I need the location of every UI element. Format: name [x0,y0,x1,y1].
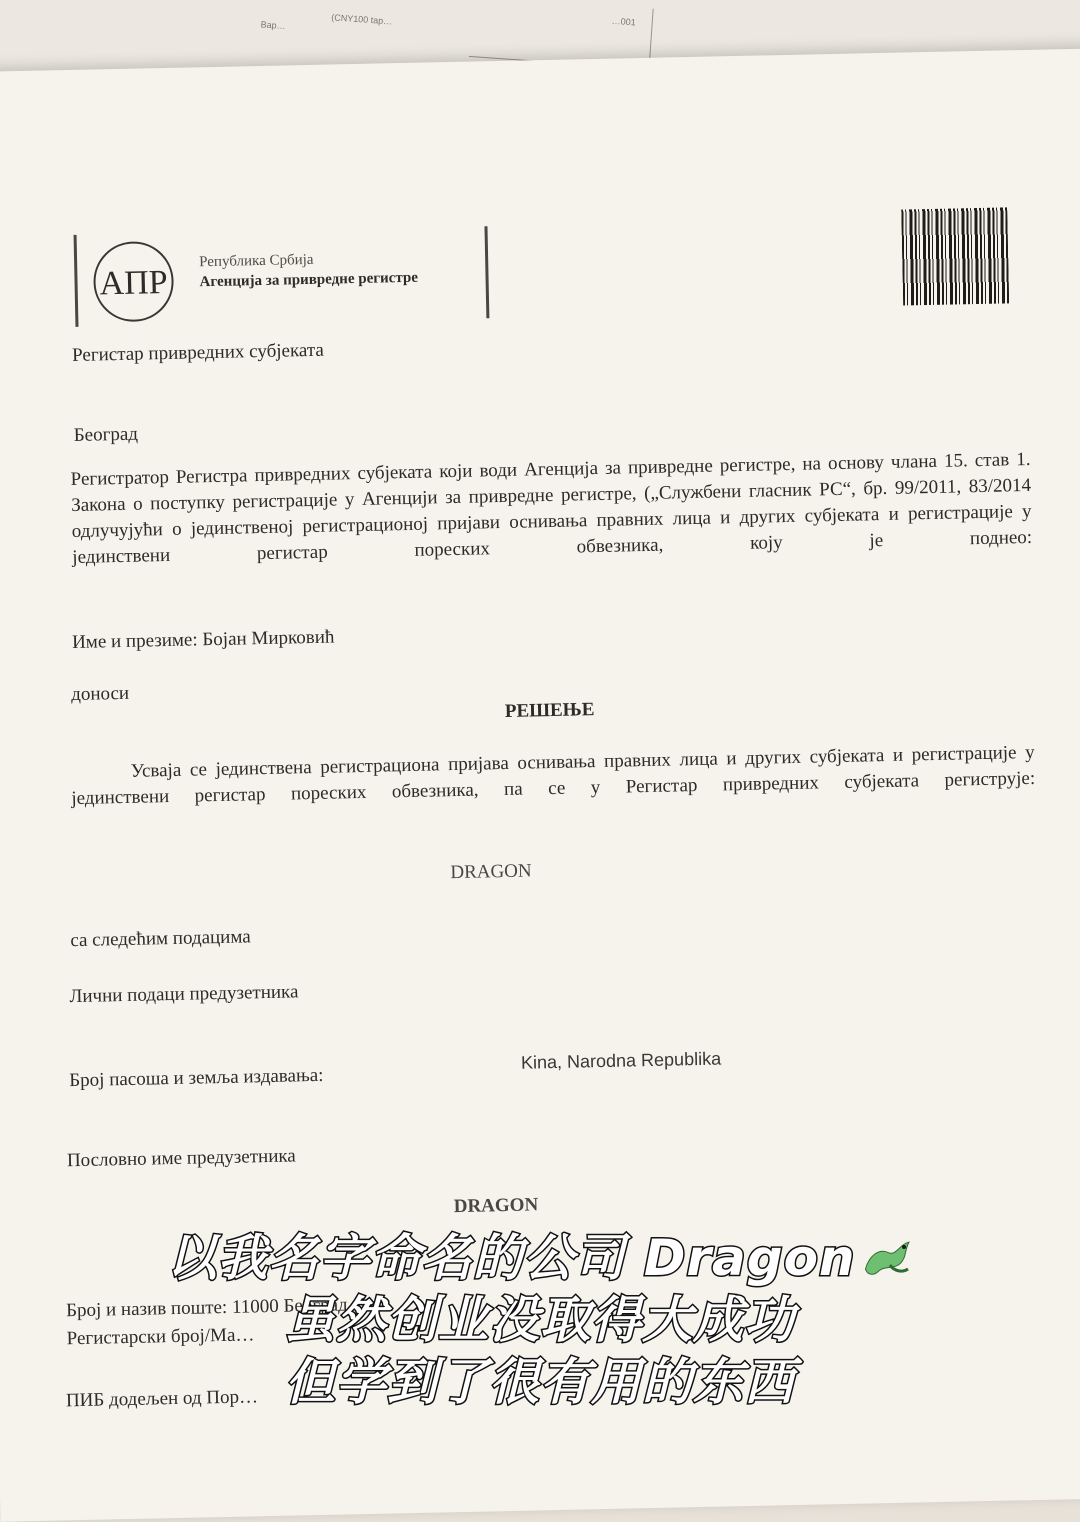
caption-line-2: 虽然创业没取得大成功 [285,1291,795,1349]
back-fragment: …001 [611,15,637,28]
business-name-label: Пословно име предузетника [66,1145,296,1172]
postal-label: Број и назив поште: 11000 Београд [65,1294,348,1322]
agency-title [199,250,418,292]
republic-name: Република Србија [198,251,314,271]
with-data-label: са следећим подацима [70,926,251,952]
passport-label: Број пасоша и земља издавања: [69,1064,324,1092]
decision-paragraph: Усваја се јединствена регистрациона пријава оснивања правних лица и других субјеката и регистрације у јединствени регистар пореских обвезника, па се у Регистар привредних субјеката региструје: [71,741,1036,810]
business-name-value: DRAGON [453,1194,539,1218]
back-fragment: (CNY100 tap… [330,12,393,27]
passport-value: Kina, Narodna Republika [520,1048,722,1073]
agency-logo [74,226,490,327]
city: Београд [73,423,139,446]
applicant-name: Име и презиме: Бојан Мирковић [71,626,335,654]
barcode [901,207,1009,305]
intro-paragraph: Регистратор Регистра привредних субјеката који води Агенција за привредне регистре, на основу члана 15. став 1. Закона о поступку регистрације у Агенцији за привредне регистре, („Службени гласник РС“, бр. 99/2011, 83/2014 одлучујући о јединственој регистрационој пријави оснивања правних лица и других субјеката и регистрације у јединствени регистар пореских обвезника, коју је поднео: [70,448,1033,569]
personal-data-label: Лични подаци предузетника [69,981,299,1008]
pib-label: ПИБ додељен од Пор… [65,1386,259,1412]
caption-line-3: 但学到了很有用的东西 [285,1353,795,1411]
logo-letters: АПР [99,263,168,303]
caption-line-1 [0,1228,1080,1288]
decision-title: РЕШЕЊЕ [504,699,595,722]
apr-logo-icon [95,243,173,321]
register-name: Регистар привредних субјеката [71,339,325,366]
company-name: DRAGON [450,860,532,884]
caption-text-1: 以我名字命名的公司 Dragon [166,1229,856,1287]
issues-word: доноси [70,682,130,706]
agency-name: Агенција за привредне регистре [199,269,419,291]
back-fragment: Bap… [260,19,286,32]
dragon-icon [860,1234,914,1280]
registry-label: Регистарски број/Ма… [66,1324,255,1350]
apr-seal [93,241,175,323]
